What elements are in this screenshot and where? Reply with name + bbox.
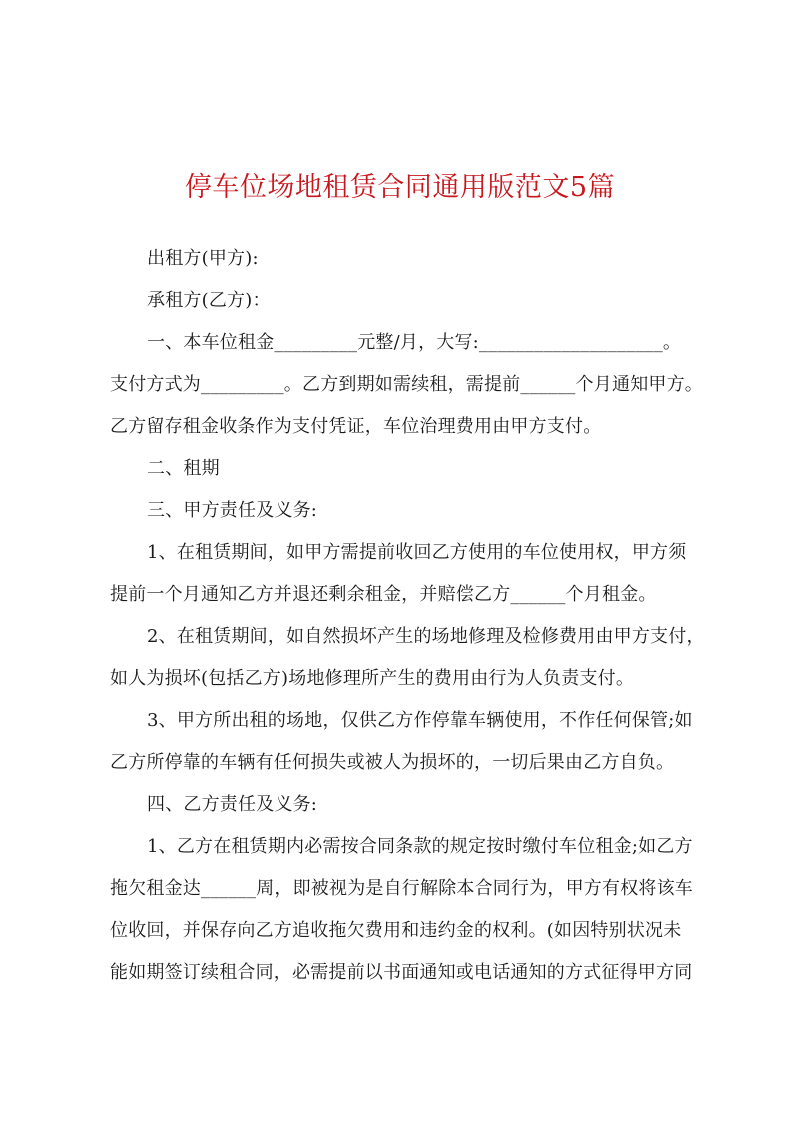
lessee-line: 承租方(乙方)：: [147, 290, 271, 311]
clause-3-item-1-line-2: 提前一个月通知乙方并退还剩余租金，并赔偿乙方______个月租金。: [110, 584, 657, 605]
lessor-line: 出租方(甲方):: [147, 248, 259, 269]
clause-3-item-1-line-1: 1、在租赁期间，如甲方需提前收回乙方使用的车位使用权，甲方须: [147, 542, 687, 563]
clause-1-line-3: 乙方留存租金收条作为支付凭证，车位治理费用由甲方支付。: [110, 416, 602, 437]
clause-3-item-3-line-2: 乙方所停靠的车辆有任何损失或被人为损坏的，一切后果由乙方自负。: [110, 752, 675, 773]
clause-4-heading: 四、乙方责任及义务:: [147, 794, 318, 815]
clause-4-item-1-line-4: 能如期签订续租合同，必需提前以书面通知或电话通知的方式征得甲方同: [110, 962, 693, 983]
clause-4-item-1-line-2: 拖欠租金达______周，即被视为是自行解除本合同行为，甲方有权将该车: [110, 878, 693, 899]
clause-3-item-2-line-2: 如人为损坏(包括乙方)场地修理所产生的费用由行为人负责支付。: [110, 668, 635, 689]
clause-4-item-1-line-3: 位收回，并保存向乙方追收拖欠费用和违约金的权利。(如因特别状况未: [110, 920, 682, 941]
clause-1-line-1: 一、本车位租金_________元整/月，大写:____________________。: [147, 332, 682, 353]
clause-1-line-2: 支付方式为_________。乙方到期如需续租，需提前______个月通知甲方。: [110, 374, 703, 395]
clause-3-item-3-line-1: 3、甲方所出租的场地，仅供乙方作停靠车辆使用，不作任何保管;如: [147, 710, 693, 731]
clause-2-heading: 二、租期: [147, 458, 220, 479]
clause-3-heading: 三、甲方责任及义务:: [147, 500, 318, 521]
clause-3-item-2-line-1: 2、在租赁期间，如自然损坏产生的场地修理及检修费用由甲方支付，: [147, 626, 705, 647]
clause-4-item-1-line-1: 1、乙方在租赁期内必需按合同条款的规定按时缴付车位租金;如乙方: [147, 836, 693, 857]
document-title: 停车位场地租赁合同通用版范文5篇: [184, 172, 616, 203]
